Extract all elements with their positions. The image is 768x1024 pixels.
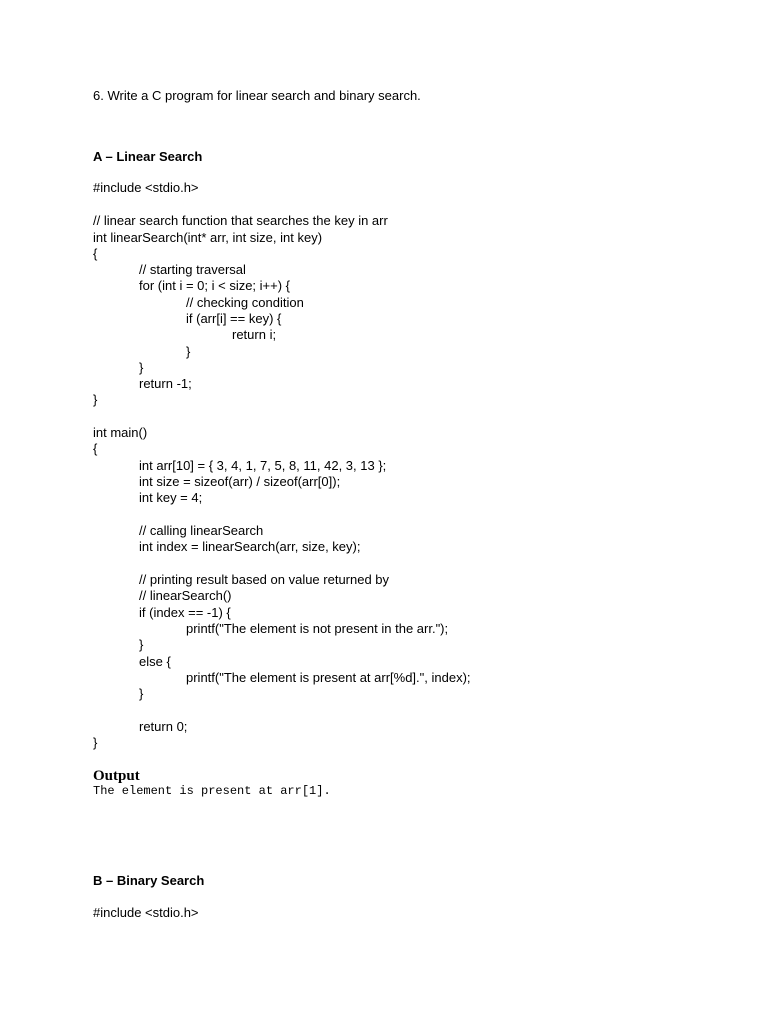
code-line: return 0; (139, 719, 188, 734)
code-line: } (139, 637, 144, 652)
code-line: for (int i = 0; i < size; i++) { (139, 278, 291, 293)
code-line: } (139, 686, 144, 701)
section-a-heading: A – Linear Search (93, 149, 203, 164)
code-line: int size = sizeof(arr) / sizeof(arr[0]); (139, 474, 341, 489)
code-line: int arr[10] = { 3, 4, 1, 7, 5, 8, 11, 42, 3, 13 }; (139, 458, 387, 473)
code-line: return i; (232, 327, 277, 342)
code-line: int key = 4; (139, 490, 203, 505)
code-line: printf("The element is not present in the arr."); (186, 621, 449, 636)
output-text: The element is present at arr[1]. (93, 784, 331, 798)
code-line: // calling linearSearch (139, 523, 264, 538)
code-line: { (93, 246, 98, 261)
code-line: } (93, 392, 98, 407)
code-line: #include <stdio.h> (93, 180, 199, 195)
output-heading: Output (93, 768, 140, 784)
code-line: // checking condition (186, 295, 304, 310)
code-line: int linearSearch(int* arr, int size, int key) (93, 230, 323, 245)
code-line: // linear search function that searches the key in arr (93, 213, 388, 228)
code-line: // printing result based on value returned by (139, 572, 390, 587)
code-line: } (93, 735, 98, 750)
code-line: int index = linearSearch(arr, size, key); (139, 539, 361, 554)
question-title: 6. Write a C program for linear search and binary search. (93, 88, 421, 103)
code-line: // linearSearch() (139, 588, 232, 603)
code-line: return -1; (139, 376, 192, 391)
code-line: { (93, 441, 98, 456)
code-line: else { (139, 654, 171, 669)
section-b-heading: B – Binary Search (93, 873, 205, 888)
code-line: printf("The element is present at arr[%d].", index); (186, 670, 471, 685)
code-line: // starting traversal (139, 262, 246, 277)
code-line: } (186, 344, 191, 359)
code-line: #include <stdio.h> (93, 905, 199, 920)
code-line: if (index == -1) { (139, 605, 231, 620)
code-line: } (139, 360, 144, 375)
code-line: int main() (93, 425, 148, 440)
code-line: if (arr[i] == key) { (186, 311, 282, 326)
